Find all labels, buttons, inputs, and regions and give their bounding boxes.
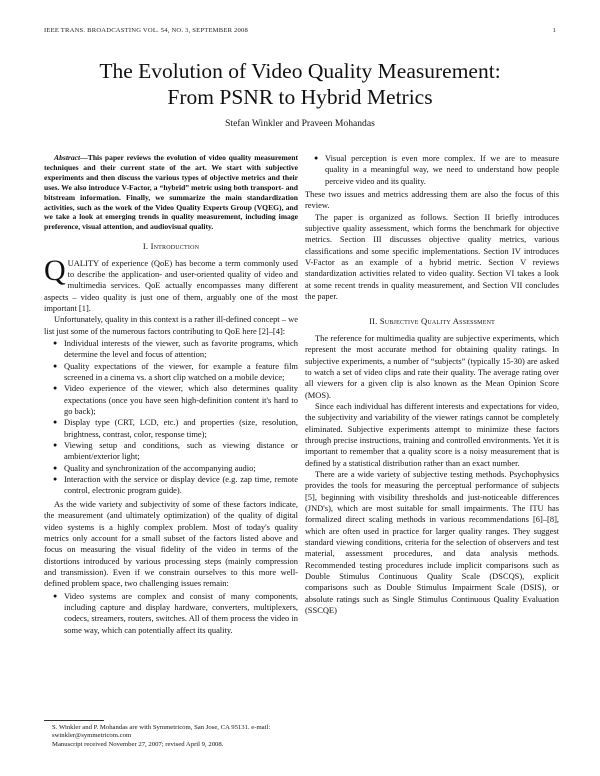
bullet-icon: ● xyxy=(53,418,58,427)
list-item xyxy=(53,462,298,474)
list-item xyxy=(314,153,559,187)
list-item-text: Quality expectations of the viewer, for example a feature film screened in a cinema vs. a short clip watched on a mobile device; xyxy=(64,360,298,383)
subjective-paragraph-1: The reference for multimedia quality are subjective experiments, which represent the most accurate method for obtaining quality ratings. In subjective experiments, a number of “subjects” (typically 15-30) are asked to watch a set of video clips and rate their quality. The average rating over all viewers for a given clip is also known as the Mean Opinion Score (MOS). xyxy=(305,332,559,400)
paper-title xyxy=(0,58,600,110)
list-item xyxy=(53,590,298,636)
qoe-factor-list xyxy=(44,338,298,497)
list-item xyxy=(53,440,298,463)
list-item xyxy=(53,360,298,384)
bullet-icon: ● xyxy=(53,475,58,484)
section-heading-subjective xyxy=(305,316,559,327)
section-title: Subjective Quality Assessment xyxy=(379,316,495,327)
list-item xyxy=(53,474,298,497)
list-item-text: Video systems are complex and consist of many components, including capture and display hardware, converters, multiplexers, codecs, streamers, routers, switches. All of them process the video in some way, which can potentially affect its quality. xyxy=(64,590,298,635)
intro-paragraph-1-text: UALITY of experience (QoE) has become a term commonly used to describe the application- and user-oriented quality of video and multimedia services. QoE actually encompasses many different aspects – video quality is just one of them, arguably one of the most important [1]. xyxy=(44,257,298,313)
subjective-paragraph-3: There are a wide variety of subjective testing methods. Psychophysics provides the tools for measuring the perceptual performance of subjects [5], beginning with visibility thresholds and just-noticeable differences (JND's), which are most suitable for small impairments. The ITU has formalized direct scaling methods in various recommendations [6]–[8], which are often used in practice for larger quality ranges. They suggest standard viewing conditions, criteria for the selection of observers and test material, assessment procedures, and data analysis methods. Recommended testing procedures include implicit comparisons such as Double Stimulus Continuous Quality Scale (DSCQS), explicit comparisons such as Double Stimulus Impairment Scale (DSIS), or absolute ratings such as Single Stimulus Continuous Quality Evaluation (SSCQE) xyxy=(305,468,559,616)
bullet-icon: ● xyxy=(53,384,58,393)
bullet-icon: ● xyxy=(53,361,58,370)
journal-line: IEEE TRANS. BROADCASTING VOL. 54, NO. 3, SEPTEMBER 2008 xyxy=(44,27,248,34)
title-line-1: The Evolution of Video Quality Measurement: xyxy=(99,59,501,83)
drop-cap: Q xyxy=(44,253,66,287)
list-item-text: Individual interests of the viewer, such as favorite programs, which determine the level and focus of attention; xyxy=(64,338,298,360)
bullet-icon: ● xyxy=(53,339,58,347)
intro-paragraph-1 xyxy=(44,253,298,315)
list-item xyxy=(53,338,298,361)
bullet-icon: ● xyxy=(53,441,58,450)
footnote-received: Manuscript received November 27, 2007; revised April 9, 2008. xyxy=(52,740,224,748)
intro-paragraph-2: Unfortunately, quality in this context is a rather ill-defined concept – we list just some of the numerous factors contributing to QoE here [2]–[4]: xyxy=(44,314,298,336)
footnote-block xyxy=(44,714,298,749)
author-list: Stefan Winkler and Praveen Mohandas xyxy=(225,118,375,129)
running-head xyxy=(44,27,556,34)
list-item xyxy=(53,417,298,440)
abstract xyxy=(44,153,298,232)
list-item-text: Video experience of the viewer, which also determines quality expectations (once you have seen high-definition content it's hard to go back); xyxy=(64,383,298,417)
page-number: 1 xyxy=(552,27,556,34)
left-column xyxy=(44,153,298,638)
title-line-2: From PSNR to Hybrid Metrics xyxy=(167,85,433,109)
list-item-text: Viewing setup and conditions, such as viewing distance or ambient/exterior light; xyxy=(64,440,298,462)
list-item-text: Interaction with the service or display device (e.g. zap time, remote control, electronic program guide). xyxy=(64,474,298,496)
list-item-text: Display type (CRT, LCD, etc.) and properties (size, resolution, brightness, contrast, color, response time); xyxy=(64,417,298,439)
issue-list-continued xyxy=(305,153,559,187)
issue-list-start xyxy=(44,591,298,636)
abstract-label: Abstract xyxy=(54,153,81,162)
abstract-text: —This paper reviews the evolution of video quality measurement techniques and their current state of the art. We start with subjective experiments and then discuss the various types of objective metrics and their uses. We also introduce V-Factor, a “hybrid” metric using both transport- and bitstream information. Finally, we summarize the main standardization activities, such as the work of the Video Quality Experts Group (VQEG), and we take a look at emerging trends in quality measurement, including image preference, visual attention, and audiovisual quality. xyxy=(44,153,298,232)
footnote-divider xyxy=(44,720,104,721)
intro-paragraph-4: These two issues and metrics addressing them are also the focus of this review. xyxy=(305,189,559,211)
intro-paragraph-5: The paper is organized as follows. Section II briefly introduces subjective quality assessment, which forms the benchmark for objective metrics. Section III discusses objective quality metrics, various classifications and some specific implementations. Section IV introduces V-Factor as an example of a hybrid metric. Section V reviews standardization activities related to video quality. Section VI takes a look at some recent trends in quality measurement, and Section VII concludes the paper. xyxy=(305,211,559,302)
subjective-paragraph-2: Since each individual has different interests and expectations for video, the subjectivity and variability of the viewer ratings cannot be completely eliminated. Subjective experiments attempt to minimize these factors through precise instructions, training and controlled environments. Yet it is important to remember that a quality score is a noisy measurement that is defined by a statistical distribution rather than an exact number. xyxy=(305,400,559,468)
footnote-affiliation: S. Winkler and P. Mohandas are with Symmetricom, San Jose, CA 95131. e-mail: swinkler@symmetricom.com xyxy=(52,724,271,740)
section-heading-introduction xyxy=(44,241,298,252)
right-column xyxy=(305,153,559,616)
list-item-text: Quality and synchronization of the accompanying audio; xyxy=(64,462,256,473)
bullet-icon: ● xyxy=(53,463,58,472)
section-numeral: I. xyxy=(142,241,151,252)
section-title: Introduction xyxy=(150,241,200,252)
bullet-icon: ● xyxy=(314,154,319,162)
bullet-icon: ● xyxy=(53,591,58,600)
list-item-text: Visual perception is even more complex. If we are to measure quality in a meaningful way, we need to understand how people perceive video and its quality. xyxy=(325,153,559,186)
list-item xyxy=(53,383,298,417)
section-numeral: II. xyxy=(369,316,380,327)
intro-paragraph-3: As the wide variety and subjectivity of some of these factors indicate, the measurement (and ultimately optimization) of the quality of digital video systems is a highly complex problem. Most of today's quality metrics only account for a small subset of the factors listed above and focus on measuring the visual fidelity of the video in terms of the distortions introduced by various processing steps (mainly compression and transmission). Even if we constrain ourselves to this more well-defined problem space, two challenging issues remain: xyxy=(44,498,298,589)
